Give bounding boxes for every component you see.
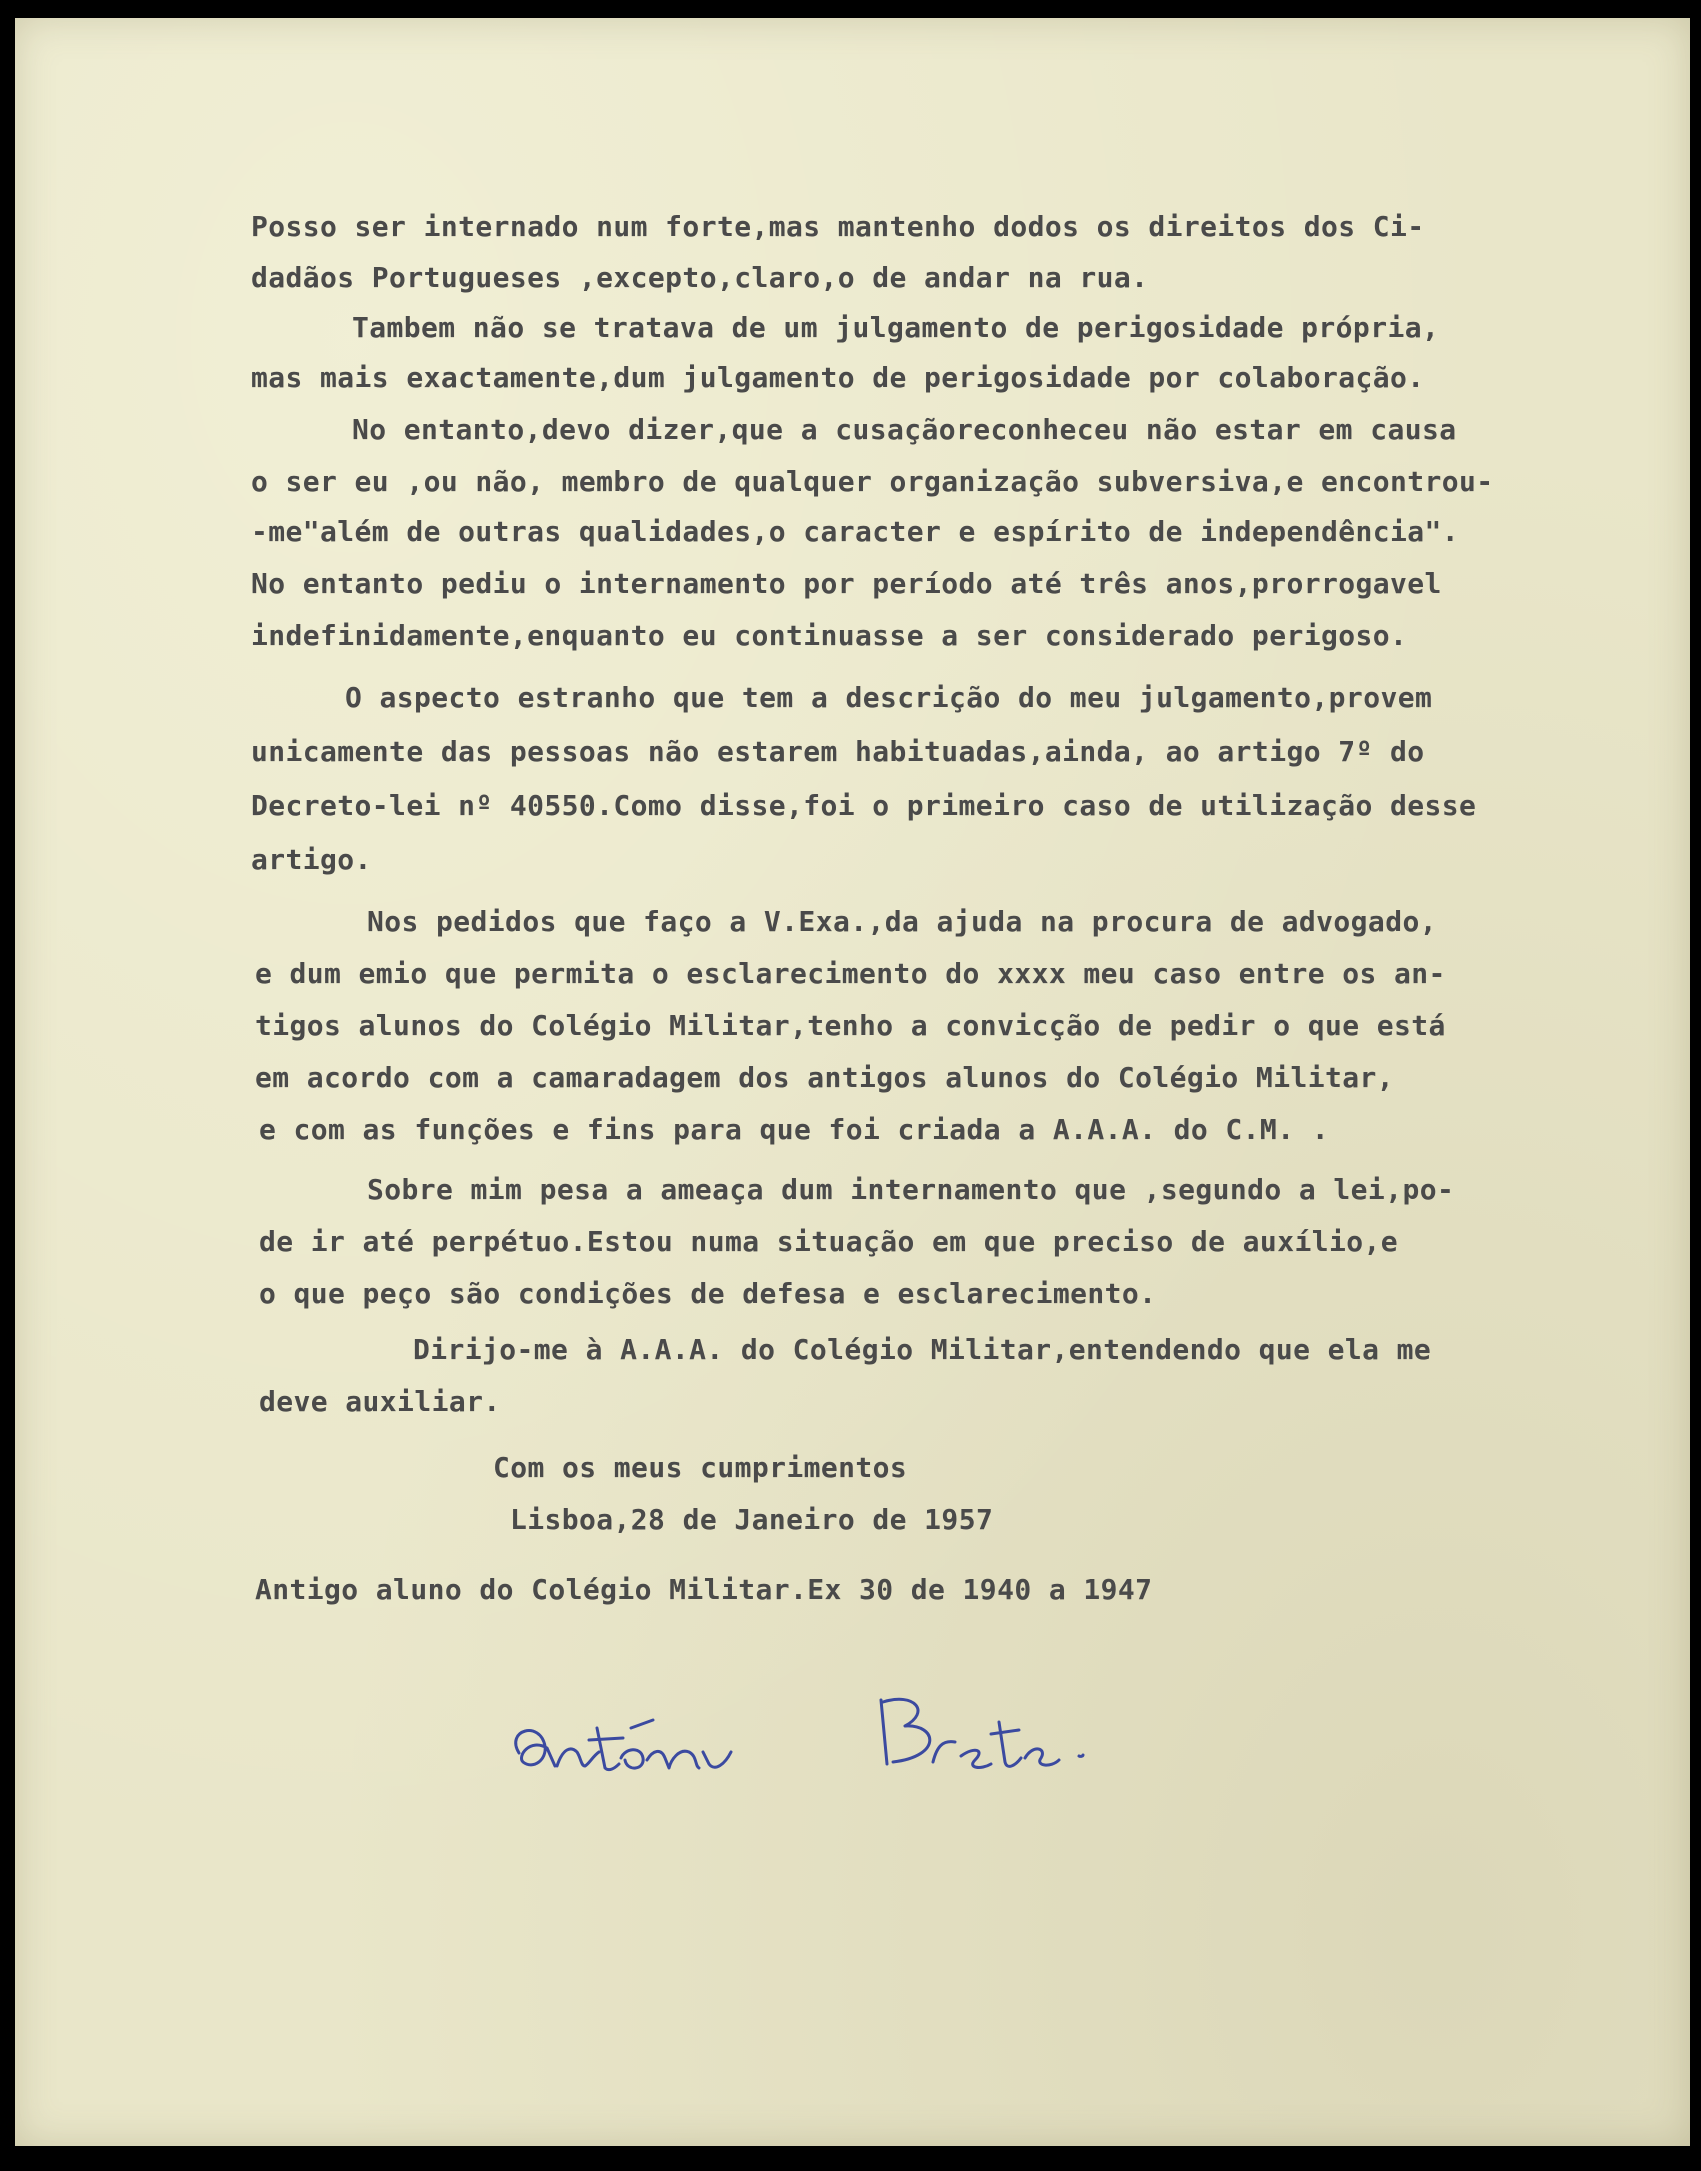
letter-line: Sobre mim pesa a ameaça dum internamento que ,segundo a lei,po- (367, 1173, 1455, 1206)
letter-line: dadãos Portugueses ,excepto,claro,o de andar na rua. (251, 261, 1149, 294)
letter-page (15, 18, 1690, 2146)
date-line: Lisboa,28 de Janeiro de 1957 (510, 1503, 994, 1536)
letter-line: Dirijo-me à A.A.A. do Colégio Militar,entendendo que ela me (413, 1333, 1432, 1366)
letter-line: No entanto,devo dizer,que a cusaçãoreconheceu não estar em causa (352, 413, 1457, 446)
letter-line: indefinidamente,enquanto eu continuasse a ser considerado perigoso. (251, 619, 1408, 652)
letter-line: Decreto-lei nº 40550.Como disse,foi o primeiro caso de utilização desse (251, 789, 1477, 822)
handwritten-signature (485, 1668, 1385, 1818)
letter-line: -me"além de outras qualidades,o caracter e espírito de independência". (251, 515, 1460, 548)
letter-line: No entanto pediu o internamento por período até três anos,prorrogavel (251, 567, 1442, 600)
letter-line: Posso ser internado num forte,mas mantenho dodos os direitos dos Ci- (251, 210, 1425, 243)
sender-line: Antigo aluno do Colégio Militar.Ex 30 de 1940 a 1947 (255, 1573, 1153, 1606)
letter-line: de ir até perpétuo.Estou numa situação em que preciso de auxílio,e (259, 1225, 1398, 1258)
letter-line: O aspecto estranho que tem a descrição do meu julgamento,provem (345, 681, 1433, 714)
letter-line: unicamente das pessoas não estarem habituadas,ainda, ao artigo 7º do (251, 735, 1425, 768)
closing-line: Com os meus cumprimentos (493, 1451, 908, 1484)
letter-line: e dum emio que permita o esclarecimento do xxxx meu caso entre os an- (255, 957, 1446, 990)
letter-line: em acordo com a camaradagem dos antigos alunos do Colégio Militar, (255, 1061, 1394, 1094)
letter-line: o ser eu ,ou não, membro de qualquer organização subversiva,e encontrou- (251, 465, 1494, 498)
letter-line: Nos pedidos que faço a V.Exa.,da ajuda na procura de advogado, (367, 905, 1437, 938)
letter-line: artigo. (251, 843, 372, 876)
letter-line: e com as funções e fins para que foi criada a A.A.A. do C.M. . (259, 1113, 1329, 1146)
letter-line: deve auxiliar. (259, 1385, 501, 1418)
letter-line: tigos alunos do Colégio Militar,tenho a convicção de pedir o que está (255, 1009, 1446, 1042)
letter-line: mas mais exactamente,dum julgamento de perigosidade por colaboração. (251, 361, 1425, 394)
letter-line: o que peço são condições de defesa e esclarecimento. (259, 1277, 1157, 1310)
letter-line: Tambem não se tratava de um julgamento de perigosidade própria, (352, 311, 1440, 344)
